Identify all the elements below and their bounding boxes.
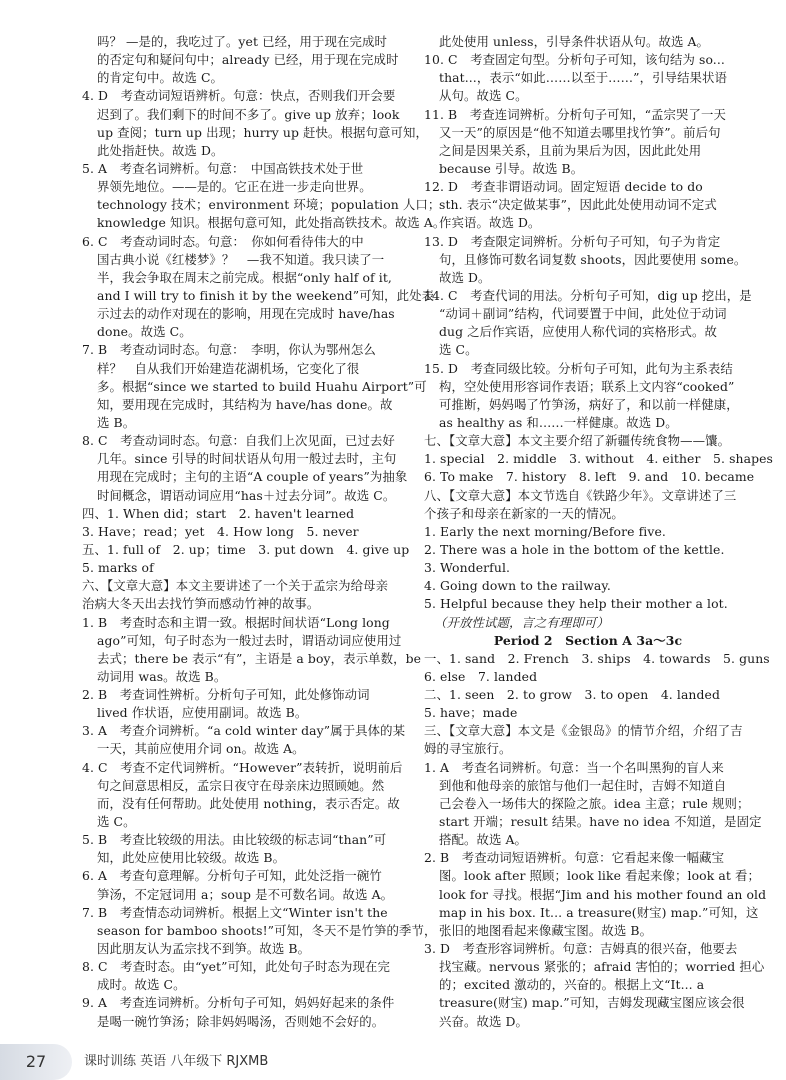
text-line: as healthy as 和……一样健康。故选 D。: [439, 414, 678, 430]
text-line: 而，没有任何帮助。此处使用 nothing，表示否定。故: [97, 795, 400, 811]
text-line: knowledge 知识。根据句意可知，此处指高铁技术。故选 A。: [97, 215, 446, 231]
text-line: 姆的寻宝旅行。: [424, 741, 512, 757]
text-line: 2. B 考查动词短语辨析。句意：它看起来像一幅藏宝: [424, 850, 725, 866]
text-line: “动词＋副词”结构，代词要置于中间，此处位于动词: [439, 306, 727, 322]
text-line: 六、【文章大意】本文主要讲述了一个关于孟宗为给母亲: [82, 578, 389, 594]
text-line: 又一天”的原因是“他不知道去哪里找竹笋”。前后句: [439, 124, 721, 140]
text-line: 搭配。故选 A。: [439, 832, 528, 848]
text-line: 己会卷入一场伟大的探险之旅。idea 主意；rule 规则；: [439, 795, 750, 811]
text-line: 3. Have；read；yet 4. How long 5. never: [82, 523, 359, 539]
text-line: 国古典小说《红楼梦》？ —我不知道。我只读了一: [97, 251, 385, 267]
text-line: 去式；there be 表示“有”，主语是 a boy，表示单数，be: [97, 650, 422, 666]
text-line: 句，且修饰可数名词复数 shoots，因此要使用 some。: [439, 251, 747, 267]
text-line: 5. have；made: [424, 705, 518, 721]
text-line: 到他和他母亲的旅馆与他们一起住时，吉姆不知道自: [439, 777, 727, 793]
text-line: 张旧的地图看起来像藏宝图。故选 B。: [439, 922, 653, 938]
text-line: 界领先地位。——是的。它正在进一步走向世界。: [97, 179, 372, 195]
text-line: 5. Helpful because they help their mother a lot.: [424, 596, 728, 612]
text-line: 七、【文章大意】本文主要介绍了新疆传统食物——馕。: [424, 433, 731, 449]
text-line: 15. D 考查同级比较。分析句子可知，此句为主系表结: [424, 360, 733, 376]
text-line: 从句。故选 C。: [439, 88, 528, 104]
text-line: 吗？ —是的，我吃过了。yet 已经，用于现在完成时: [97, 34, 387, 49]
text-line: 图。look after 照顾；look like 看起来像；look at 看；: [439, 868, 760, 884]
text-line: 作宾语。故选 D。: [439, 215, 541, 231]
text-line: 动词用 was。故选 B。: [97, 668, 227, 684]
text-line: 6. else 7. landed: [424, 668, 538, 684]
text-line: 几年。since 引导的时间状语从句用一般过去时，主句: [97, 451, 397, 467]
page-number: 27: [0, 1044, 72, 1080]
text-line: 迟到了。我们剩下的时间不多了。give up 放弃；look: [97, 106, 400, 122]
text-line: because 引导。故选 B。: [439, 160, 584, 176]
text-line: 1. special 2. middle 3. without 4. either 5. shapes: [424, 451, 774, 467]
text-line: done。故选 C。: [97, 324, 192, 340]
text-line: sth. 表示“决定做某事”，因此此处使用动词不定式: [439, 197, 717, 213]
text-line: （开放性试题，言之有理即可）: [434, 614, 609, 630]
text-line: 多。根据“since we started to build Huahu Airport”可: [97, 378, 427, 394]
text-line: 三、【文章大意】本文是《金银岛》的情节介绍，介绍了吉: [424, 723, 743, 739]
text-line: 3. D 考查形容词辨析。句意：吉姆真的很兴奋，他要去: [424, 941, 738, 957]
text-line: dug 之后作宾语，应使用人称代词的宾格形式。故: [439, 324, 717, 340]
text-line: 找宝藏。nervous 紧张的；afraid 害怕的；worried 担心: [439, 959, 765, 975]
text-line: that...，表示“如此……以至于……”，引导结果状语: [439, 70, 728, 86]
text-line: 5. B 考查比较级的用法。由比较级的标志词“than”可: [82, 832, 387, 848]
text-line: technology 技术；environment 环境；population 人口；: [97, 197, 441, 213]
text-line: 5. marks of: [82, 560, 154, 576]
text-line: 故选 D。: [439, 269, 491, 285]
text-line: map in his box. It... a treasure(财宝) map.”可知，这: [439, 904, 759, 920]
text-line: 二、1. seen 2. to grow 3. to open 4. landed: [424, 687, 721, 703]
text-line: 7. B 考查动词时态。句意： 李明，你认为鄂州怎么: [82, 342, 376, 358]
left-column: [82, 33, 446, 1031]
text-line: 五、1. full of 2. up；time 3. put down 4. give up: [82, 541, 410, 557]
text-line: 9. A 考查连词辨析。分析句子可知，妈妈好起来的条件: [82, 995, 395, 1011]
text-line: 1. Early the next morning/Before five.: [424, 523, 666, 539]
text-line: 半，我会争取在周末之前完成。根据“only half of it,: [97, 269, 392, 285]
text-line: 样？ 自从我们开始建造花湖机场，它变化了很: [97, 360, 360, 376]
text-line: 6. C 考查动词时态。句意： 你如何看待伟大的中: [82, 233, 364, 249]
text-line: 1. A 考查名词辨析。句意：当一个名叫黑狗的盲人来: [424, 759, 724, 775]
page-footer: [0, 1044, 786, 1080]
text-line: 兴奋。故选 D。: [439, 1013, 529, 1029]
text-line: 4. Going down to the railway.: [424, 578, 611, 594]
text-line: treasure(财宝) map.”可知，吉姆发现藏宝图应该会很: [439, 995, 745, 1011]
text-line: 此处使用 unless，引导条件状语从句。故选 A。: [439, 34, 710, 49]
text-line: 选 B。: [97, 414, 136, 430]
text-line: 的；excited 激动的，兴奋的。根据上文“It... a: [439, 977, 705, 993]
text-line: 笋汤，不定冠词用 a；soup 是不可数名词。故选 A。: [97, 886, 394, 902]
text-line: 因此朋友认为孟宗找不到笋。故选 B。: [97, 941, 311, 957]
text-line: 2. There was a hole in the bottom of the kettle.: [424, 541, 725, 557]
text-line: Period 2 Section A 3a～3c: [493, 632, 683, 648]
text-line: 知，此处应使用比较级。故选 B。: [97, 850, 286, 866]
text-line: 个孩子和母亲在新家的一天的情况。: [424, 505, 624, 521]
text-line: 7. B 考查情态动词辨析。根据上文“Winter isn't the: [82, 904, 388, 920]
text-line: 5. A 考查名词辨析。句意： 中国高铁技术处于世: [82, 160, 364, 176]
text-line: 1. B 考查时态和主谓一致。根据时间状语“Long long: [82, 614, 390, 630]
text-line: 4. D 考查动词短语辨析。句意：快点，否则我们开会要: [82, 88, 396, 104]
text-line: 2. B 考查词性辨析。分析句子可知，此处修饰动词: [82, 687, 370, 703]
text-line: 此处指赶快。故选 D。: [97, 142, 224, 158]
text-line: 选 C。: [439, 342, 478, 358]
text-line: ago”可知，句子时态为一般过去时，谓语动词应使用过: [97, 632, 402, 648]
text-line: start 开端；result 结果。have no idea 不知道，是固定: [439, 814, 762, 830]
text-line: 14. C 考查代词的用法。分析句子可知，dig up 挖出，是: [424, 287, 752, 303]
text-line: 8. C 考查动词时态。句意：自我们上次见面，已过去好: [82, 433, 395, 449]
text-line: look for 寻找。根据“Jim and his mother found an old: [439, 886, 767, 902]
text-line: 6. A 考查句意理解。分析句子可知，此处泛指一碗竹: [82, 868, 382, 884]
right-column: [424, 33, 774, 1031]
book-title: 课时训练 英语 八年级下 RJXMB: [84, 1054, 269, 1069]
text-line: 示过去的动作对现在的影响，用现在完成时 have/has: [97, 306, 395, 322]
text-line: 句之间意思相反，孟宗日夜守在母亲床边照顾她。然: [97, 777, 385, 793]
text-line: 选 C。: [97, 814, 136, 830]
text-line: 12. D 考查非谓语动词。固定短语 decide to do: [424, 179, 703, 195]
text-line: season for bamboo shoots!”可知，冬天不是竹笋的季节，: [97, 922, 437, 938]
text-line: 的否定句和疑问句中；already 已经，用于现在完成时: [97, 52, 399, 68]
text-line: 11. B 考查连词辨析。分析句子可知，“孟宗哭了一天: [424, 106, 726, 122]
text-line: 八、【文章大意】本文节选自《铁路少年》。文章讲述了三: [424, 487, 737, 503]
text-line: 之间是因果关系，且前为果后为因，因此此处用: [439, 142, 702, 158]
text-line: 4. C 考查不定代词辨析。“However”表转折，说明前后: [82, 759, 403, 775]
text-line: 一天，其前应使用介词 on。故选 A。: [97, 741, 305, 757]
text-line: 3. A 考查介词辨析。“a cold winter day”属于具体的某: [82, 723, 406, 739]
text-line: and I will try to finish it by the weekend”可知，此处表: [97, 287, 435, 303]
text-line: 成时。故选 C。: [97, 977, 186, 993]
text-line: 是喝一碗竹笋汤；除非妈妈喝汤，否则她不会好的。: [97, 1013, 385, 1029]
text-line: up 查阅；turn up 出现；hurry up 赶快。根据句意可知，: [97, 124, 428, 140]
text-line: 10. C 考查固定句型。分析句子可知，该句结为 so...: [424, 52, 725, 68]
text-line: 构，空处使用形容词作表语；联系上文内容“cooked”: [439, 378, 735, 394]
text-line: 的肯定句中。故选 C。: [97, 70, 224, 86]
text-line: 可推断，妈妈喝了竹笋汤，病好了，和以前一样健康，: [439, 396, 739, 412]
text-line: 知，要用现在完成时，其结构为 have/has done。故: [97, 396, 393, 412]
text-line: 13. D 考查限定词辨析。分析句子可知，句子为肯定: [424, 233, 721, 249]
text-line: 8. C 考查时态。由“yet”可知，此处句子时态为现在完: [82, 959, 390, 975]
text-line: 一、1. sand 2. French 3. ships 4. towards 5. guns: [424, 650, 770, 666]
text-line: 时间概念，谓语动词应用“has＋过去分词”。故选 C。: [97, 487, 396, 503]
text-line: 3. Wonderful.: [424, 560, 511, 576]
text-line: 6. To make 7. history 8. left 9. and 10. became: [424, 469, 755, 485]
text-line: 用现在完成时；主句的主语“A couple of years”为抽象: [97, 469, 408, 485]
text-line: 四、1. When did；start 2. haven't learned: [82, 505, 355, 521]
text-line: lived 作状语，应使用副词。故选 B。: [97, 705, 308, 721]
text-line: 治病大冬天出去找竹笋而感动竹神的故事。: [82, 596, 320, 612]
